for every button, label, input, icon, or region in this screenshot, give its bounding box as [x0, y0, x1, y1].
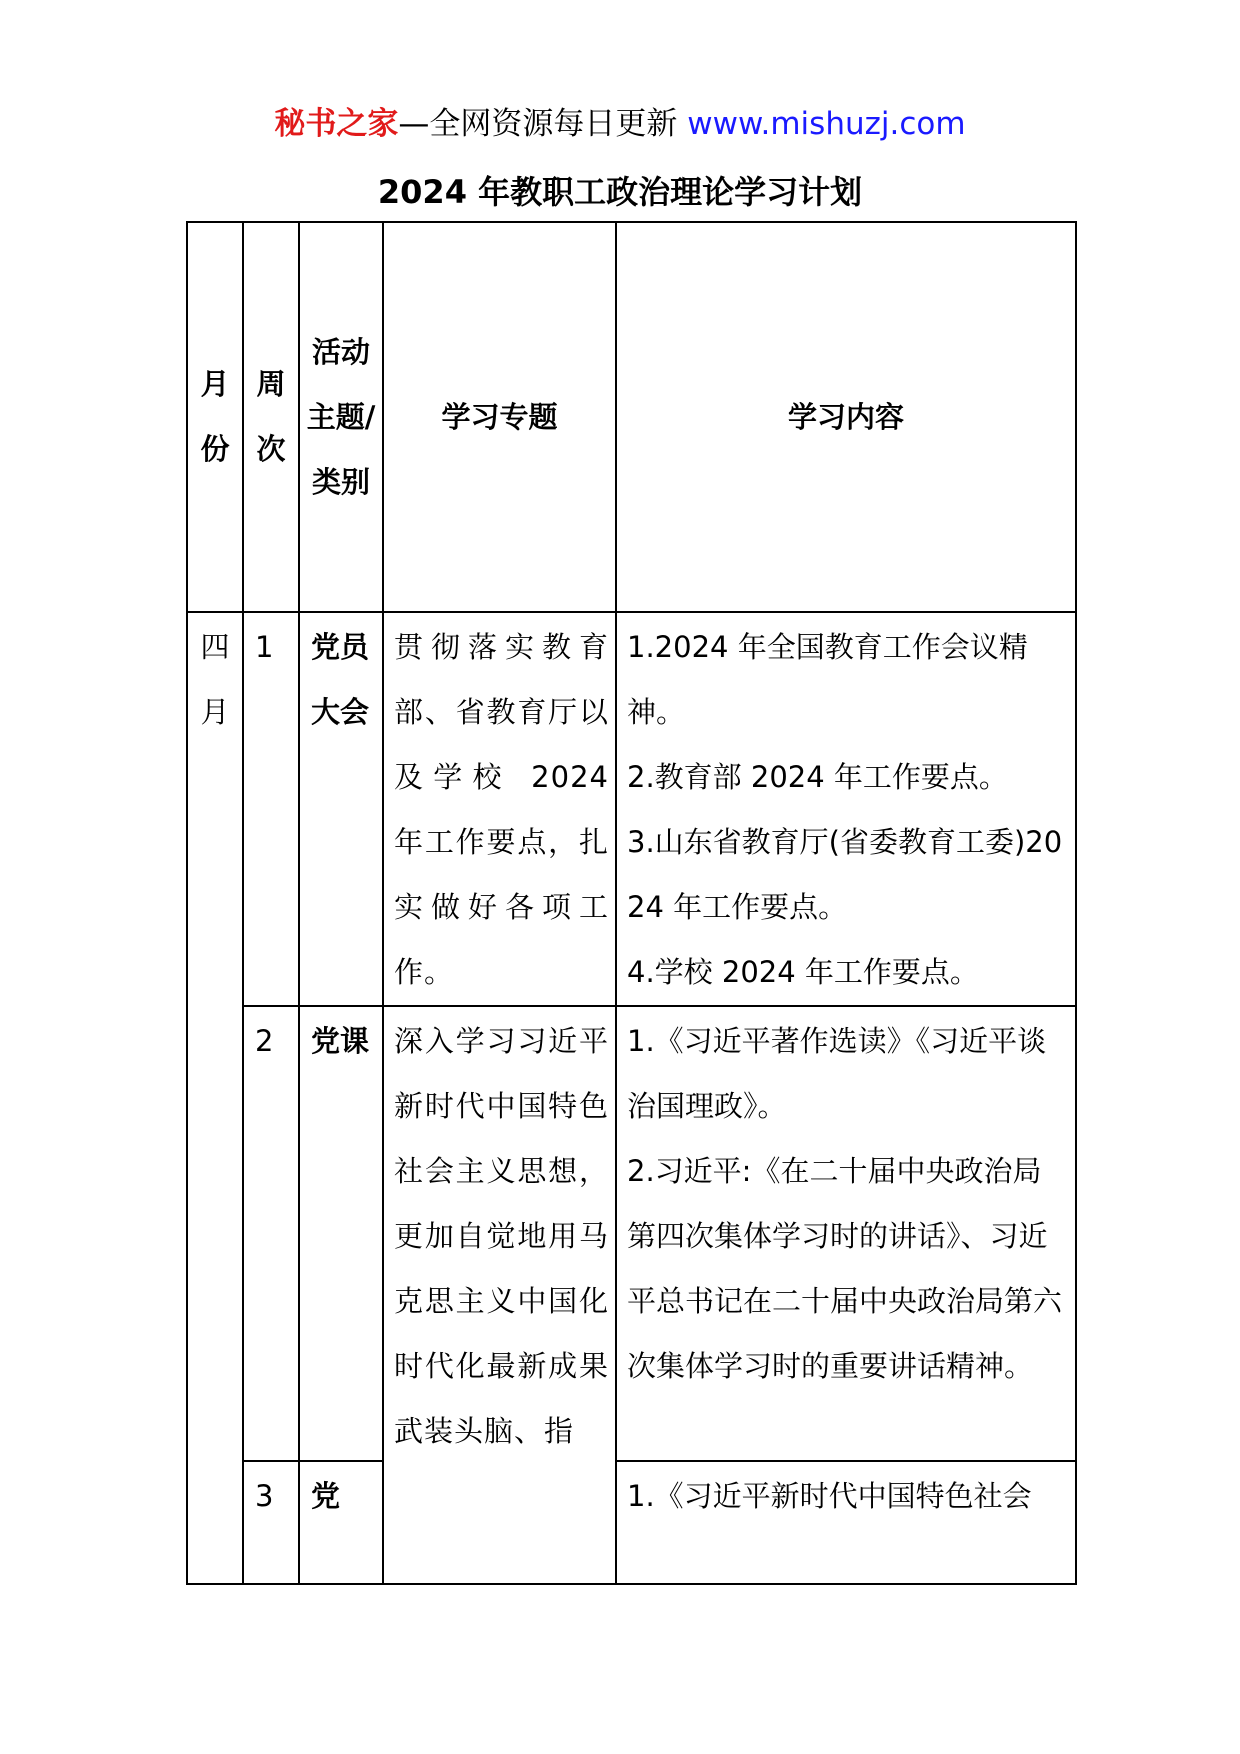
activity-cell: 党员大会 [299, 612, 383, 1006]
table-row [187, 1006, 1076, 1461]
week-cell: 3 [243, 1461, 299, 1584]
content-item: 2.教育部 2024 年工作要点。 [627, 760, 1008, 794]
content-cell [616, 1006, 1076, 1461]
content-item: 1.《习近平新时代中国特色社会 [627, 1479, 1032, 1513]
content-cell [616, 1461, 1076, 1584]
column-header-activity: 活动主题/类别 [299, 222, 383, 612]
document-title: 2024 年教职工政治理论学习计划 [377, 173, 863, 211]
table-row [187, 612, 1076, 1006]
study-plan-table [186, 221, 1077, 1585]
content-item: 4.学校 2024 年工作要点。 [627, 955, 979, 989]
content-cell [616, 612, 1076, 1006]
column-header-month: 月份 [187, 222, 243, 612]
content-item: 3.山东省教育厅(省委教育工委)2024 年工作要点。 [627, 825, 1063, 924]
topic-cell: 贯彻落实教育部、省教育厅以及学校 2024 年工作要点，扎实做好各项工作。 [383, 612, 616, 1006]
topic-cell: 深入学习习近平新时代中国特色社会主义思想，更加自觉地用马克思主义中国化时代化最新成果武装头脑、指 [383, 1006, 616, 1584]
column-header-week: 周次 [243, 222, 299, 612]
column-header-content: 学习内容 [616, 222, 1076, 612]
activity-cell: 党 [299, 1461, 383, 1584]
brand-name: 秘书之家 [274, 106, 399, 142]
table-row [187, 1461, 1076, 1584]
content-item: 2.习近平:《在二十届中央政治局第四次集体学习时的讲话》、习近平总书记在二十届中央政治局第六次集体学习时的重要讲话精神。 [627, 1154, 1063, 1383]
activity-cell: 党课 [299, 1006, 383, 1461]
week-cell: 2 [243, 1006, 299, 1461]
content-item: 1.《习近平著作选读》《习近平谈治国理政》。 [627, 1024, 1047, 1123]
site-banner [0, 104, 1240, 144]
month-cell: 四月 [187, 612, 243, 1584]
banner-tagline: —全网资源每日更新 [398, 106, 688, 142]
content-item: 1.2024 年全国教育工作会议精神。 [627, 630, 1028, 729]
column-header-topic: 学习专题 [383, 222, 616, 612]
site-url-link[interactable]: www.mishuzj.com [687, 106, 966, 142]
week-cell: 1 [243, 612, 299, 1006]
table-header-row [187, 222, 1076, 612]
